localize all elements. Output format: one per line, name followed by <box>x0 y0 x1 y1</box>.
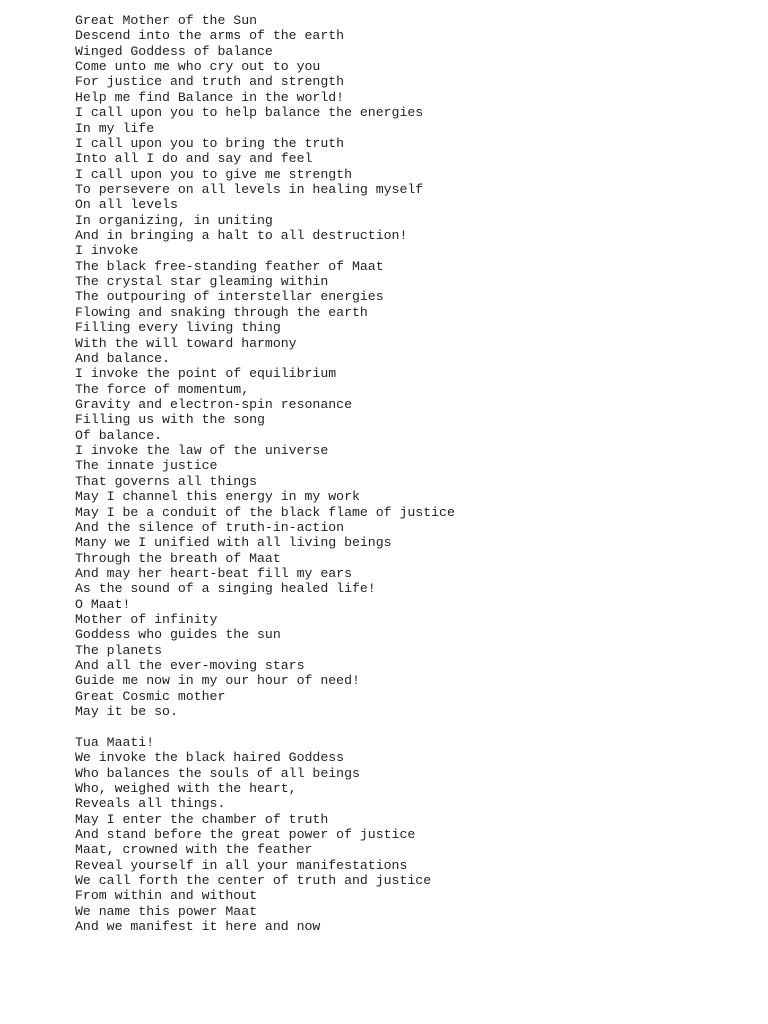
poem-line: That governs all things <box>75 473 258 489</box>
poem-line: And all the ever-moving stars <box>75 658 305 674</box>
poem-line: We call forth the center of truth and justice <box>75 873 432 889</box>
poem-line: And balance. <box>75 350 170 366</box>
poem-line: Gravity and electron-spin resonance <box>75 396 352 412</box>
poem-line: May I be a conduit of the black flame of justice <box>75 504 455 520</box>
poem-line: May I channel this energy in my work <box>75 489 360 505</box>
poem-line: Tua Maati! <box>75 734 155 750</box>
poem-line: In organizing, in uniting <box>75 212 273 228</box>
poem-line: Help me find Balance in the world! <box>75 89 345 105</box>
poem-line: The planets <box>75 642 163 658</box>
poem-line: Flowing and snaking through the earth <box>75 304 368 320</box>
poem-line: On all levels <box>75 197 178 213</box>
poem-line: We invoke the black haired Goddess <box>75 750 345 766</box>
poem-line: I invoke <box>75 243 139 259</box>
poem-line: Guide me now in my our hour of need! <box>75 673 360 689</box>
poem-line: The innate justice <box>75 458 218 474</box>
poem-line: Many we I unified with all living beings <box>75 535 392 551</box>
poem-line: Mother of infinity <box>75 612 218 628</box>
poem-line: The black free-standing feather of Maat <box>75 258 384 274</box>
poem-line: To persevere on all levels in healing myself <box>75 181 424 197</box>
poem-line: Filling us with the song <box>75 412 265 428</box>
poem-line: With the will toward harmony <box>75 335 297 351</box>
poem-line: Who, weighed with the heart, <box>75 780 297 796</box>
poem-line: And may her heart-beat fill my ears <box>75 565 352 581</box>
poem-line: And the silence of truth-in-action <box>75 519 345 535</box>
poem-line: May I enter the chamber of truth <box>75 811 329 827</box>
poem-line: The force of momentum, <box>75 381 250 397</box>
poem-line: Through the breath of Maat <box>75 550 281 566</box>
poem-line: And in bringing a halt to all destruction! <box>75 228 408 244</box>
poem-line: Goddess who guides the sun <box>75 627 281 643</box>
poem-line: Who balances the souls of all beings <box>75 765 360 781</box>
poem-line: We name this power Maat <box>75 903 258 919</box>
poem-line: I call upon you to give me strength <box>75 166 352 182</box>
poem-line: May it be so. <box>75 704 178 720</box>
poem-line: And we manifest it here and now <box>75 919 321 935</box>
poem-text <box>75 13 455 935</box>
poem-line: I call upon you to bring the truth <box>75 135 345 151</box>
poem-line: Into all I do and say and feel <box>75 151 313 167</box>
poem-line: From within and without <box>75 888 258 904</box>
poem-line: The outpouring of interstellar energies <box>75 289 384 305</box>
poem-line: O Maat! <box>75 596 131 612</box>
poem-line: Great Cosmic mother <box>75 688 226 704</box>
poem-line: Of balance. <box>75 427 163 443</box>
poem-line: And stand before the great power of justice <box>75 827 416 843</box>
poem-line: I invoke the law of the universe <box>75 443 329 459</box>
poem-line: Reveal yourself in all your manifestations <box>75 857 408 873</box>
poem-line: I call upon you to help balance the energies <box>75 105 424 121</box>
poem-line: Maat, crowned with the feather <box>75 842 313 858</box>
poem-line: For justice and truth and strength <box>75 74 345 90</box>
poem-line: The crystal star gleaming within <box>75 274 329 290</box>
poem-line: I invoke the point of equilibrium <box>75 366 337 382</box>
poem-line: As the sound of a singing healed life! <box>75 581 376 597</box>
poem-line: Great Mother of the Sun <box>75 13 258 28</box>
stanza-break <box>75 720 455 735</box>
poem-line: In my life <box>75 120 155 136</box>
poem-line: Reveals all things. <box>75 796 226 812</box>
poem-line: Descend into the arms of the earth <box>75 28 345 44</box>
poem-line: Winged Goddess of balance <box>75 43 273 59</box>
poem-line: Come unto me who cry out to you <box>75 59 321 75</box>
poem-line: Filling every living thing <box>75 320 281 336</box>
